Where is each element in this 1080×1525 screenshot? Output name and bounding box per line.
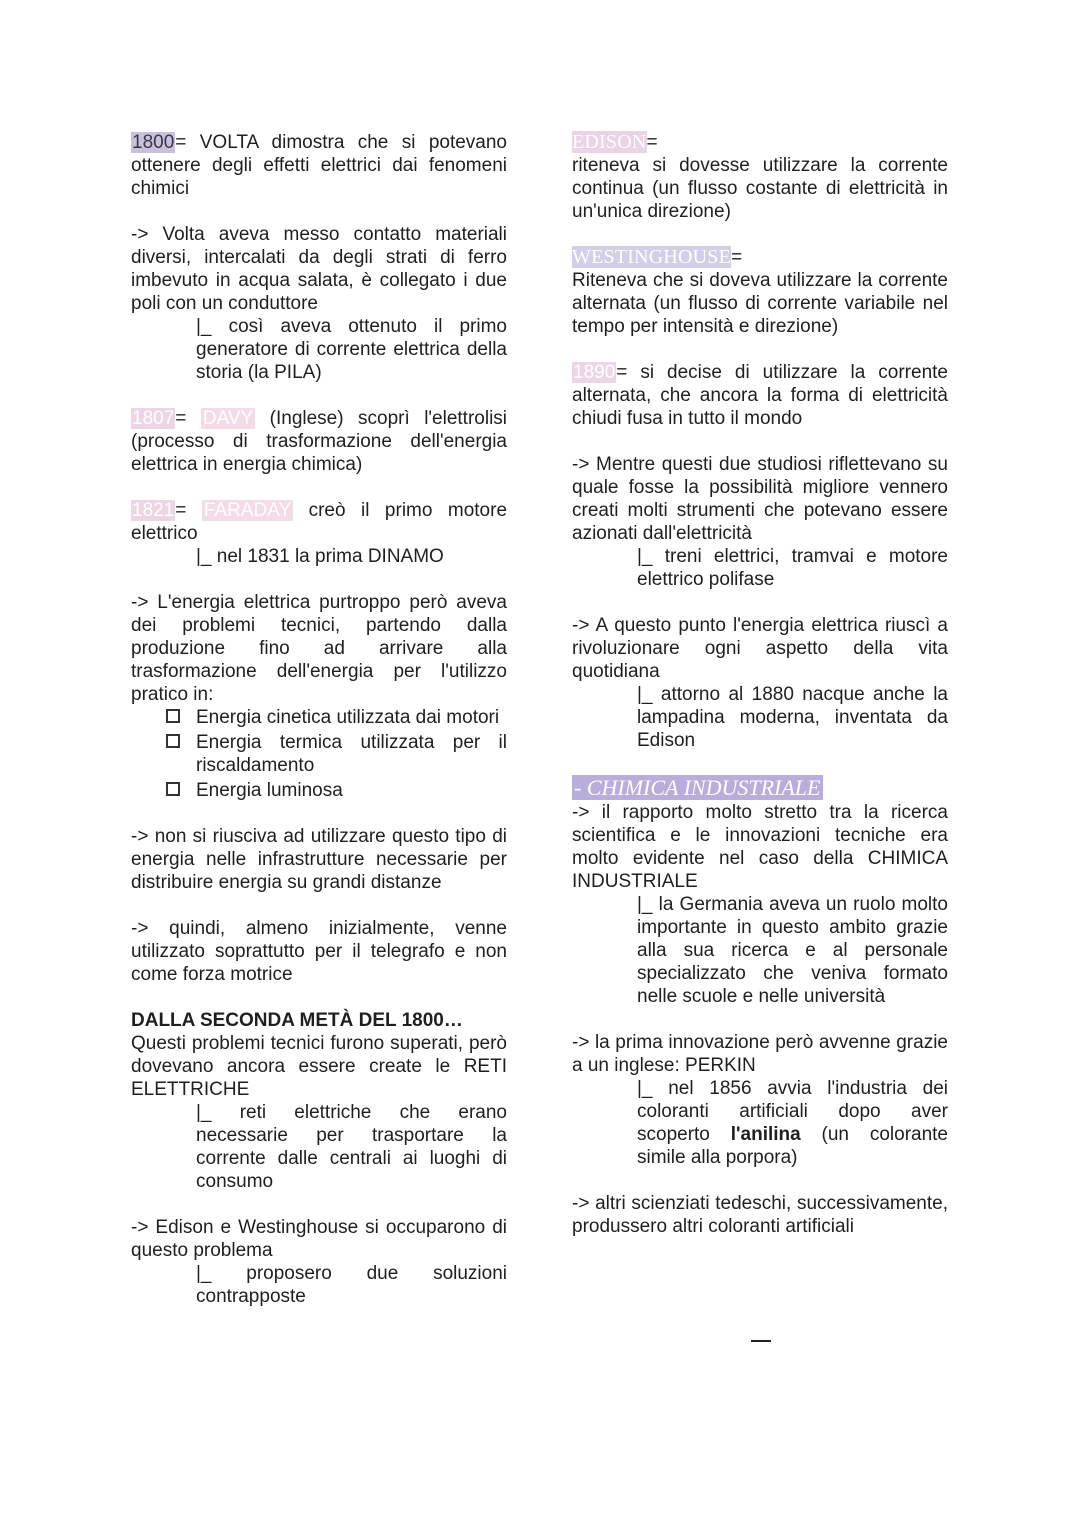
section-heading: - CHIMICA INDUSTRIALE xyxy=(572,775,823,800)
date-highlight: 1890 xyxy=(573,362,616,383)
equals-sign: = xyxy=(646,132,658,153)
paragraph-text: Questi problemi tecnici furono superati, però dovevano ancora essere create le RETI ELETTRICHE xyxy=(131,1033,507,1100)
sub-note: |_ reti elettriche che erano necessarie per trasportare la corrente dalle centrali ai luoghi di consumo xyxy=(196,1102,507,1192)
left-column xyxy=(131,131,507,1308)
sub-note: |_ nel 1831 la prima DINAMO xyxy=(196,546,444,567)
checklist-item-label: Energia cinetica utilizzata dai motori xyxy=(196,707,500,728)
paragraph-edison xyxy=(572,131,948,223)
paragraph-text: -> la prima innovazione però avvenne grazie a un inglese: PERKIN xyxy=(572,1032,948,1076)
checkbox-icon xyxy=(166,734,180,748)
paragraph-faraday-1821 xyxy=(131,499,507,568)
paragraph-text: -> A questo punto l'energia elettrica riuscì a rivoluzionare ogni aspetto della vita quotidiana xyxy=(572,615,948,682)
date-highlight: 1807 xyxy=(132,408,175,429)
sub-note: |_ proposero due soluzioni contrapposte xyxy=(196,1263,507,1307)
paragraph-edison-westinghouse xyxy=(131,1216,507,1308)
paragraph-chimica-industriale xyxy=(572,775,948,1008)
right-column xyxy=(572,131,948,1238)
paragraph-text: -> Edison e Westinghouse si occuparono di questo problema xyxy=(131,1217,507,1261)
paragraph-1890 xyxy=(572,361,948,430)
paragraph-text: = VOLTA dimostra che si potevano ottenere degli effetti elettrici dai fenomeni chimici xyxy=(131,132,507,199)
bold-term: l'anilina xyxy=(730,1124,801,1145)
paragraph-text: -> L'energia elettrica purtroppo però aveva dei problemi tecnici, partendo dalla produzione fino ad arrivare alla trasformazione dell'energia per l'utilizzo pratico in: xyxy=(131,592,507,705)
name-highlight: WESTINGHOUSE xyxy=(572,246,732,268)
sub-note: |_ attorno al 1880 nacque anche la lampadina moderna, inventata da Edison xyxy=(637,684,948,751)
checklist-item-label: Energia termica utilizzata per il riscaldamento xyxy=(196,732,507,776)
paragraph-davy-1807 xyxy=(131,407,507,476)
paragraph-line xyxy=(572,131,948,154)
paragraph-text: -> il rapporto molto stretto tra la ricerca scientifica e le innovazioni tecniche era molto evidente nel caso della CHIMICA INDUSTRIALE xyxy=(572,802,948,892)
section-heading-line xyxy=(572,775,948,801)
paragraph-text: creò il primo motore elettrico xyxy=(131,500,508,544)
name-highlight: DAVY xyxy=(202,408,254,429)
name-highlight: EDISON xyxy=(572,131,647,153)
sub-note-text: |_ nel 1856 avvia l'industria dei coloranti artificiali dopo aver scoperto xyxy=(637,1078,948,1145)
equals-sign: = xyxy=(175,408,187,429)
dash-mark xyxy=(751,1340,771,1342)
paragraph-volta-pila xyxy=(131,223,507,384)
checkbox-icon xyxy=(166,782,180,796)
sub-note: |_ la Germania aveva un ruolo molto importante in questo ambito grazie alla sua ricerca e al personale specializzato che veniva formato nelle scuole e nelle università xyxy=(637,894,948,1007)
paragraph-rivoluzione xyxy=(572,614,948,752)
equals-sign: = xyxy=(731,247,743,268)
checklist-item-label: Energia luminosa xyxy=(196,780,343,801)
paragraph-text: (Inglese) scoprì l'elettrolisi (processo di trasformazione dell'energia elettrica in energia chimica) xyxy=(131,408,508,475)
section-heading: DALLA SECONDA METÀ DEL 1800… xyxy=(131,1010,463,1031)
sub-note-text: (un colorante simile alla porpora) xyxy=(637,1124,948,1168)
paragraph-altri-scienziati: -> altri scienziati tedeschi, successivamente, produssero altri coloranti artificiali xyxy=(572,1193,948,1237)
paragraph-reti-elettriche xyxy=(131,1009,507,1193)
paragraph-text: -> Volta aveva messo contatto materiali diversi, intercalati da degli strati di ferro imbevuto in acqua salata, è collegato i due poli con un conduttore xyxy=(131,224,507,314)
paragraph-text: -> Mentre questi due studiosi riflettevano su quale fosse la possibilità migliore vennero creati molti strumenti che potevano essere azionati dall'elettricità xyxy=(572,454,948,544)
checklist-item xyxy=(165,731,507,777)
sub-note xyxy=(637,1077,948,1169)
sub-note: |_ treni elettrici, tramvai e motore elettrico polifase xyxy=(637,546,948,590)
sub-note: |_ così aveva ottenuto il primo generatore di corrente elettrica della storia (la PILA) xyxy=(196,316,507,383)
paragraph-volta-1800 xyxy=(131,131,507,200)
checklist-item xyxy=(165,779,507,802)
date-highlight: 1800 xyxy=(132,132,175,153)
paragraph-energy-problems xyxy=(131,591,507,802)
paragraph-infrastructure: -> non si riusciva ad utilizzare questo tipo di energia nelle infrastrutture necessarie per distribuire energia su grandi distanze xyxy=(131,826,507,893)
paragraph-text: riteneva si dovesse utilizzare la corrente continua (un flusso costante di elettricità in un'unica direzione) xyxy=(572,155,948,222)
equals-sign: = xyxy=(175,500,187,521)
paragraph-line xyxy=(131,499,507,545)
paragraph-westinghouse xyxy=(572,246,948,338)
paragraph-telegraph: -> quindi, almeno inizialmente, venne utilizzato soprattutto per il telegrafo e non come forza motrice xyxy=(131,918,507,985)
name-highlight: FARADAY xyxy=(203,500,292,521)
checklist-item xyxy=(165,706,507,729)
date-highlight: 1821 xyxy=(132,500,175,521)
paragraph-text: Riteneva che si doveva utilizzare la corrente alternata (un flusso di corrente variabile nel tempo per intensità e direzione) xyxy=(572,270,948,337)
paragraph-text: = si decise di utilizzare la corrente alternata, che ancora la forma di elettricità chiudi fusa in tutto il mondo xyxy=(572,362,948,429)
paragraph-strumenti xyxy=(572,453,948,591)
paragraph-perkin xyxy=(572,1031,948,1169)
paragraph-line xyxy=(572,246,948,269)
checkbox-icon xyxy=(166,709,180,723)
energy-checklist xyxy=(165,706,507,802)
